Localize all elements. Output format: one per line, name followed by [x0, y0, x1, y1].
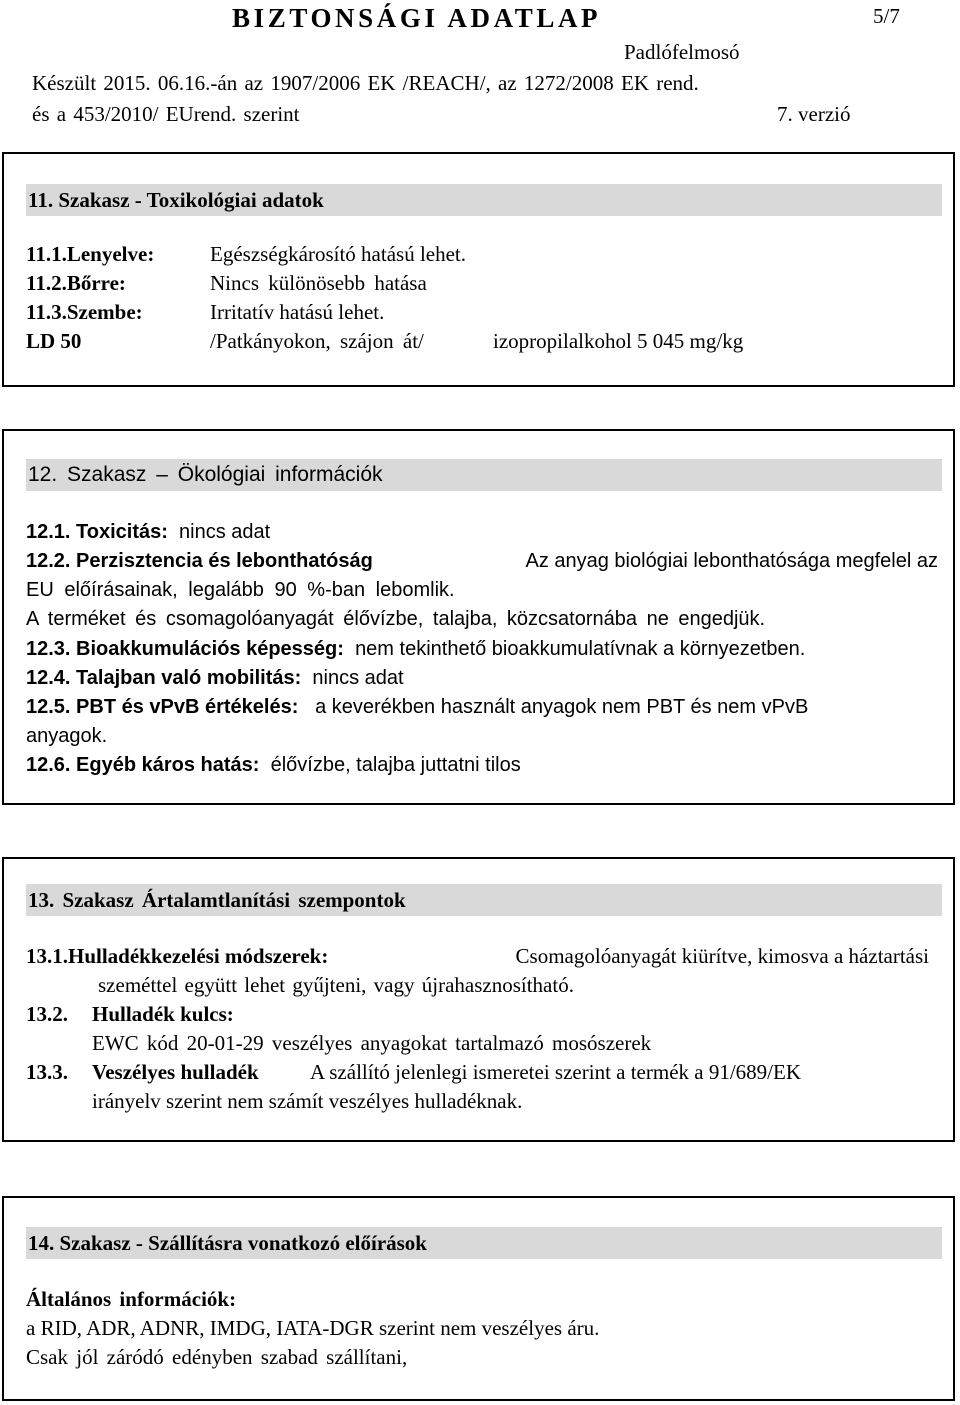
section-14-box	[2, 1196, 955, 1401]
waste-code-label: Hulladék kulcs:	[92, 1002, 234, 1026]
waste-methods-row	[26, 943, 929, 969]
other-effects-value: élővízbe, talajba juttatni tilos	[270, 754, 521, 776]
bioaccumulation-value: nem tekinthető bioakkumulatívnak a környezetben.	[355, 638, 806, 660]
other-effects-row	[26, 752, 521, 778]
persistence-continuation-2: A terméket és csomagolóanyagát élővízbe, talajba, közcsatornába ne engedjük.	[26, 608, 766, 630]
waste-code-value: EWC kód 20-01-29 veszélyes anyagokat tartalmazó mosószerek	[92, 1031, 652, 1055]
other-effects-label: 12.6. Egyéb káros hatás:	[26, 754, 260, 776]
waste-methods-value: Csomagolóanyagát kiürítve, kimosva a háztartási	[515, 944, 929, 968]
tox-row-value: Irritatív hatású lehet.	[210, 300, 385, 324]
toxicity-value: nincs adat	[179, 521, 271, 543]
pbt-value: a keverékben használt anyagok nem PBT és nem vPvB	[315, 696, 809, 718]
persistence-continuation: EU előírásainak, legalább 90 %-ban lebomlik.	[26, 579, 455, 601]
mobility-value: nincs adat	[312, 667, 404, 689]
section-14-heading: 14. Szakasz - Szállításra vonatkozó előírások	[26, 1227, 942, 1259]
transport-line-2: Csak jól záródó edényben szabad szállítani,	[26, 1345, 408, 1369]
general-info-heading: Általános információk:	[26, 1287, 237, 1311]
hazardous-waste-number: 13.3.	[26, 1060, 68, 1084]
mobility-label: 12.4. Talajban való mobilitás:	[26, 667, 302, 689]
hazardous-waste-label: Veszélyes hulladék	[92, 1060, 259, 1084]
waste-methods-label: 13.1.Hulladékkezelési módszerek:	[26, 944, 329, 968]
pbt-continuation: anyagok.	[26, 725, 108, 747]
tox-row-value: Egészségkárosító hatású lehet.	[210, 242, 466, 266]
tox-row-value: Nincs különösebb hatása	[210, 271, 427, 295]
tox-row-label: 11.2.Bőrre:	[26, 271, 126, 295]
persistence-row	[26, 548, 938, 574]
hazardous-waste-row	[26, 1059, 926, 1085]
tox-row-label: 11.1.Lenyelve:	[26, 242, 155, 266]
tox-row-label: 11.3.Szembe:	[26, 300, 143, 324]
waste-code-row	[26, 1001, 234, 1027]
regulation-line-1: Készült 2015. 06.16.-án az 1907/2006 EK /REACH/, az 1272/2008 EK rend.	[32, 71, 699, 95]
transport-line-1: a RID, ADR, ADNR, IMDG, IATA-DGR szerint nem veszélyes áru.	[26, 1316, 600, 1340]
regulation-line-2: és a 453/2010/ EUrend. szerint	[32, 102, 300, 126]
section-12-heading: 12. Szakasz – Ökológiai információk	[26, 459, 942, 491]
page-number: 5/7	[873, 4, 900, 28]
toxicity-row	[26, 519, 270, 545]
version-label: 7. verzió	[777, 102, 851, 126]
persistence-label: 12.2. Perzisztencia és lebonthatóság	[26, 550, 373, 572]
hazardous-waste-continuation: irányelv szerint nem számít veszélyes hulladéknak.	[92, 1089, 523, 1113]
product-name: Padlófelmosó	[624, 40, 740, 64]
section-13-box	[2, 857, 955, 1142]
ld50-label: LD 50	[26, 329, 82, 353]
waste-methods-continuation: szeméttel együtt lehet gyűjteni, vagy újrahasznosítható.	[98, 973, 574, 997]
document-header	[0, 0, 960, 140]
pbt-row	[26, 694, 808, 720]
mobility-row	[26, 665, 404, 691]
waste-code-number: 13.2.	[26, 1002, 68, 1026]
ld50-value: izopropilalkohol 5 045 mg/kg	[493, 329, 744, 353]
bioaccumulation-row	[26, 636, 805, 662]
section-12-box	[2, 429, 955, 805]
hazardous-waste-value: A szállító jelenlegi ismeretei szerint a termék a 91/689/EK	[310, 1060, 802, 1084]
ld50-method: /Patkányokon, szájon át/	[210, 329, 424, 353]
toxicity-label: 12.1. Toxicitás:	[26, 521, 168, 543]
section-11-box	[2, 152, 955, 387]
section-13-heading: 13. Szakasz Ártalamtlanítási szempontok	[26, 884, 942, 916]
pbt-label: 12.5. PBT és vPvB értékelés:	[26, 696, 299, 718]
section-11-heading: 11. Szakasz - Toxikológiai adatok	[26, 184, 942, 216]
bioaccumulation-label: 12.3. Bioakkumulációs képesség:	[26, 638, 344, 660]
persistence-value: Az anyag biológiai lebonthatósága megfelel az	[525, 550, 938, 572]
document-title: BIZTONSÁGI ADATLAP	[232, 3, 602, 33]
